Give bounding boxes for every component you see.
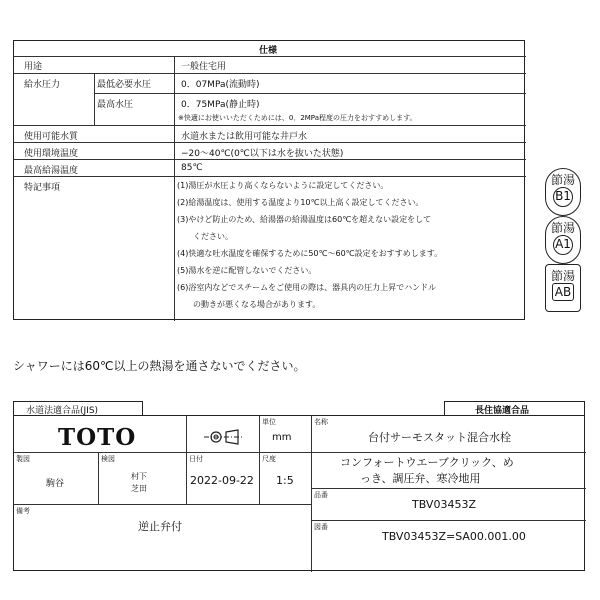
- use-value: 一般住宅用: [181, 62, 227, 72]
- drawing-number: TBV03453Z=SA00.001.00: [382, 530, 526, 543]
- pressure-label: 給水圧力: [24, 80, 61, 90]
- water-saving-mark-b1: 節湯 B1: [545, 168, 581, 216]
- unit-label: 単位: [262, 418, 276, 426]
- part-number: TBV03453Z: [412, 498, 476, 511]
- check-label: 検図: [101, 455, 115, 463]
- drawn-label: 製図: [16, 455, 30, 463]
- water-quality-label: 使用可能水質: [24, 132, 79, 142]
- note-line: (5)湯水を逆に配管しないでください。: [177, 266, 317, 275]
- scale-value: 1:5: [276, 474, 294, 487]
- shower-warning: シャワーには60℃以上の熱湯を通さないでください。: [13, 359, 306, 373]
- drawing-label: 図番: [314, 523, 328, 531]
- association-tab: 長住協適合品: [444, 401, 585, 416]
- note-line: の動きが悪くなる場合があります。: [177, 300, 321, 309]
- product-description-line2: っき、調圧弁、寒冷地用: [360, 472, 481, 485]
- product-description-line1: コンフォートウエーブクリック、め: [340, 456, 514, 469]
- min-pressure-label: 最低必要水圧: [97, 80, 152, 90]
- note-line: (3)やけど防止のため、給湯器の給湯温度は60℃を超えない設定をして: [177, 215, 432, 224]
- drawn-value: 駒谷: [46, 479, 65, 489]
- check-value-2: 芝田: [131, 484, 147, 493]
- min-pressure-value: 0．07MPa(流動時): [181, 80, 260, 90]
- name-label: 名称: [314, 418, 328, 426]
- max-hot-label: 最高給湯温度: [24, 166, 79, 176]
- note-line: (2)給湯温度は、使用する温度より10℃以上高く設定してください。: [177, 198, 424, 207]
- max-pressure-value: 0．75MPa(静止時): [181, 100, 260, 110]
- note-line: (1)湯圧が水圧より高くならないように設定してください。: [177, 181, 389, 190]
- max-hot-value: 85℃: [181, 163, 203, 173]
- check-value-1: 村下: [131, 472, 147, 481]
- water-saving-mark-a1: 節湯 A1: [545, 216, 581, 264]
- projection-symbol-icon: [202, 428, 246, 446]
- note-line: (6)浴室内などでスチームをご使用の際は、器具内の圧力上昇でハンドル: [177, 283, 437, 292]
- pressure-note: ※快適にお使いいただくためには、0．2MPa程度の圧力をおすすめします。: [178, 114, 417, 122]
- use-label: 用途: [24, 62, 43, 72]
- env-temp-value: −20〜40℃(0℃以下は水を抜いた状態): [181, 149, 344, 159]
- spec-table: [13, 40, 525, 320]
- water-quality-value: 水道水または飲用可能な井戸水: [181, 132, 308, 142]
- remarks-value: 逆止弁付: [138, 520, 182, 533]
- spec-title: 仕様: [259, 46, 278, 56]
- jis-tab: 水道法適合品(JIS): [13, 401, 143, 416]
- unit-value: mm: [272, 432, 292, 443]
- env-temp-label: 使用環境温度: [24, 149, 79, 159]
- date-label: 日付: [189, 455, 203, 463]
- remarks-label: 備考: [16, 507, 30, 515]
- water-saving-mark-ab: 節湯 AB: [545, 264, 581, 312]
- notes-label: 特記事項: [24, 183, 61, 193]
- note-line: (4)快適な吐水温度を確保するために50℃〜60℃設定をおすすめします。: [177, 249, 443, 258]
- scale-label: 尺度: [262, 455, 276, 463]
- note-line: ください。: [177, 232, 233, 241]
- part-label: 品番: [314, 491, 328, 499]
- date-value: 2022-09-22: [190, 474, 254, 487]
- product-name: 台付サーモスタット混合水栓: [368, 431, 511, 444]
- toto-logo: TOTO: [58, 424, 137, 451]
- title-block: [13, 415, 585, 571]
- max-pressure-label: 最高水圧: [97, 100, 134, 110]
